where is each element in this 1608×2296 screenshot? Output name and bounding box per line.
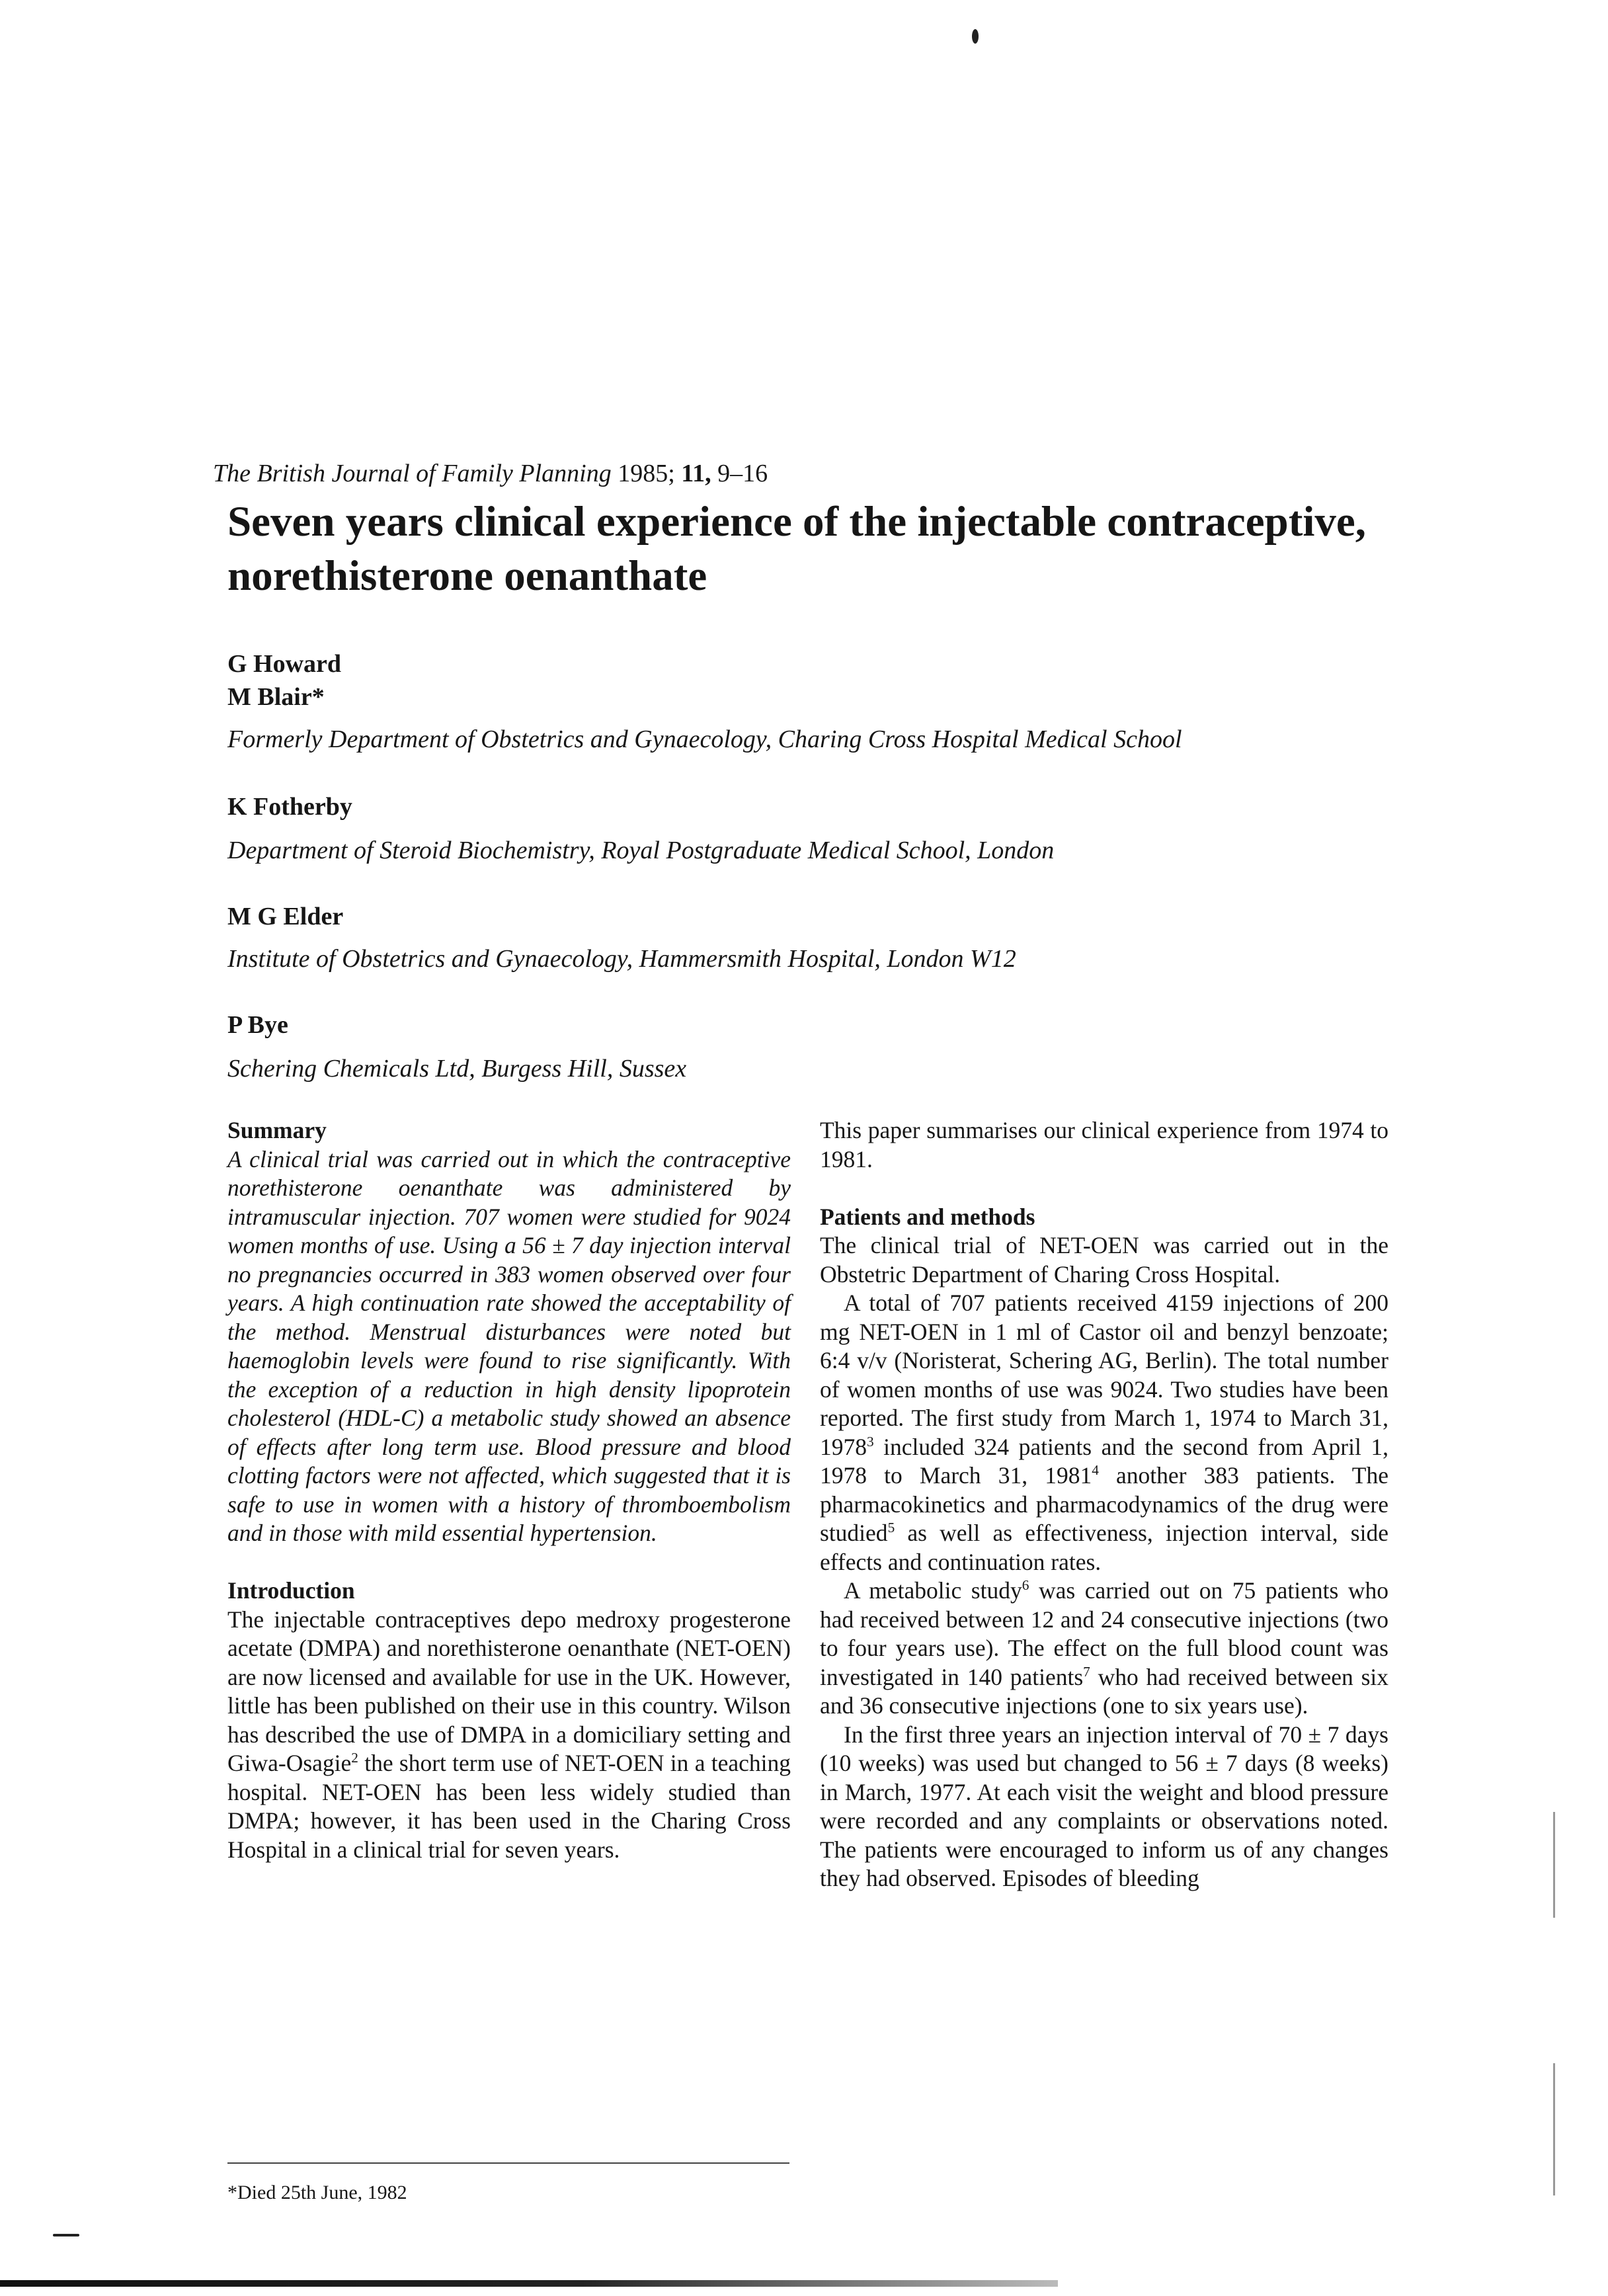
journal-year: 1985;	[618, 460, 675, 487]
methods-paragraph: In the first three years an injection interval of 70 ± 7 days (10 weeks) was used but changed to 56 ± 7 days (8 weeks) in March, 1977. At each visit the weight and blood pressure were recorded and any complaints or observations noted. The patients were encouraged to inform us of any changes they had observed. Episodes of bleeding	[820, 1721, 1388, 1891]
methods-paragraph: A total of 707 patients received 4159 injections of 200 mg NET-OEN in 1 ml of Castor oil and benzyl benzoate; 6:4 v/v (Noristerat, Schering AG, Berlin). The total number of women months of use was 9024. Two studies have been reported. The first study from March 1, 1974 to March 31, 1978$^3$ included 324 patients and the second from April 1, 1978 to March 31, 1981$^4$ another 383 patients. The pharmacokinetics and pharmacodynamics of the drug were studied$^5$ as well as effectiveness, injection interval, side effects and continuation rates.	[820, 1290, 1388, 1575]
scan-edge-mark	[1553, 2063, 1555, 2195]
methods-paragraph: The clinical trial of NET-OEN was carried out in the Obstetric Department of Charing Cross Hospital.	[820, 1232, 1388, 1288]
article-title: Seven years clinical experience of the injectable contraceptive, norethisterone oenanthate	[227, 498, 1366, 600]
author-name: P Bye	[227, 1011, 288, 1039]
scan-speck	[53, 2234, 79, 2236]
footnote: *Died 25th June, 1982	[227, 2182, 407, 2203]
journal-name: The British Journal of Family Planning	[213, 460, 612, 487]
scan-edge-mark	[1553, 1812, 1555, 1918]
author-name: M Blair*	[227, 683, 325, 711]
reference-mark: 2	[351, 1750, 358, 1766]
intro-continuation: This paper summarises our clinical experience from 1974 to 1981.	[820, 1117, 1388, 1172]
methods-heading: Patients and methods	[820, 1203, 1035, 1230]
reference-mark: 4	[1092, 1462, 1099, 1479]
author-name: G Howard	[227, 650, 342, 678]
summary-heading: Summary	[227, 1117, 327, 1143]
reference-mark: 5	[887, 1520, 895, 1536]
scan-border-bar	[0, 2280, 1058, 2287]
author-affiliation: Institute of Obstetrics and Gynaecology, Hammersmith Hospital, London W12	[227, 945, 1016, 973]
footnote-rule	[227, 2162, 789, 2164]
introduction-heading: Introduction	[227, 1577, 355, 1604]
scan-speck	[972, 29, 979, 44]
reference-mark: 6	[1022, 1577, 1029, 1594]
author-name: K Fotherby	[227, 793, 352, 821]
summary-text: A clinical trial was carried out in which the contraceptive norethisterone oenanthate was administered by intramuscular injection. 707 women were studied for 9024 women months of use. Using a 56 ± 7 day injection interval no pregnancies occurred in 383 women observed over four years. A high continuation rate showed the acceptability of the method. Menstrual disturbances were noted but haemoglobin levels were found to rise significantly. With the exception of a reduction in high density lipoprotein cholesterol (HDL-C) a metabolic study showed an absence of effects after long term use. Blood pressure and blood clotting factors were not affected, which suggested that it is safe to use in women with a history of thromboembolism and in those with mild essential hypertension.	[227, 1145, 791, 1546]
author-affiliation: Department of Steroid Biochemistry, Royal Postgraduate Medical School, London	[227, 837, 1055, 864]
left-column	[227, 1116, 791, 1864]
reference-mark: 7	[1083, 1663, 1090, 1680]
author-name: M G Elder	[227, 903, 344, 930]
author-affiliation: Schering Chemicals Ltd, Burgess Hill, Sussex	[227, 1055, 687, 1083]
reference-mark: 3	[867, 1433, 874, 1450]
journal-pages: 9–16	[717, 460, 768, 487]
right-column	[820, 1116, 1388, 1893]
methods-paragraph: A metabolic study$^6$ was carried out on 75 patients who had received between 12 and 24 consecutive injections (two to four years use). The effect on the full blood count was investigated in 140 patients$^7$ who had received between six and 36 consecutive injections (one to six years use).	[820, 1577, 1388, 1719]
journal-volume: 11,	[681, 460, 711, 487]
introduction-paragraph: The injectable contraceptives depo medroxy progesterone acetate (DMPA) and norethisterone oenanthate (NET-OEN) are now licensed and available for use in the UK. However, little has been published on their use in this country. Wilson has described the use of DMPA in a domiciliary setting and Giwa-Osagie$^2$ the short term use of NET-OEN in a teaching hospital. NET-OEN has been less widely studied than DMPA; however, it has been used in the Charing Cross Hospital in a clinical trial for seven years.	[227, 1606, 791, 1863]
author-affiliation: Formerly Department of Obstetrics and Gynaecology, Charing Cross Hospital Medical School	[227, 725, 1182, 753]
citation-line	[213, 458, 768, 489]
